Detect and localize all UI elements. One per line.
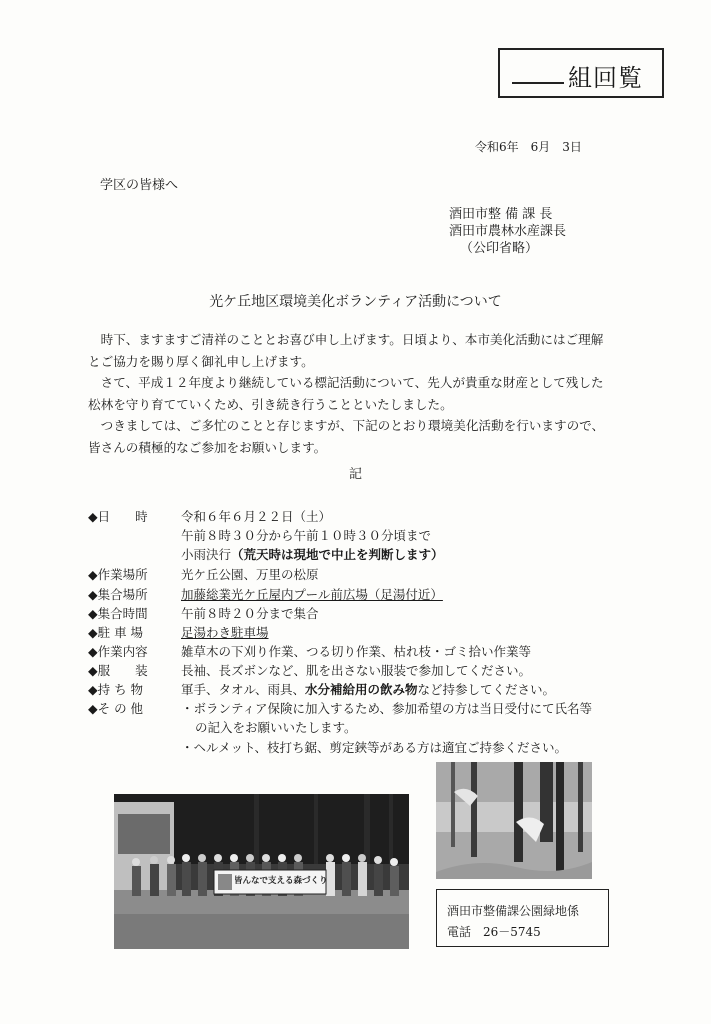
datetime-line-3 <box>181 545 444 563</box>
paragraph-3: つきましては、ご多忙のことと存じますが、下記のとおり環境美化活動を行いますので、皆さんの積極的なご参加をお願いします。 <box>88 418 605 455</box>
pine-forest-photo <box>436 762 592 879</box>
work-site-value: 光ケ丘公園、万里の松原 <box>181 567 319 582</box>
work-content-value: 雑草木の下刈り作業、つる切り作業、枯れ枝・ゴミ拾い作業等 <box>181 644 532 659</box>
contact-box <box>436 889 609 947</box>
belongings-label: ◆持 ち 物 <box>88 682 144 697</box>
clothing-label: ◆服 装 <box>88 663 148 678</box>
contact-dept: 酒田市整備課公園緑地係 <box>447 904 580 918</box>
contact-phone: 電話 26－5745 <box>447 925 541 939</box>
belongings-suffix: など持参してください。 <box>417 682 556 697</box>
datetime-line-2: 午前８時３０分から午前１０時３０分頃まで <box>181 528 432 543</box>
photo-banner-text: 皆んなで支える森づくり <box>234 876 328 886</box>
paragraph-2: さて、平成１２年度より継続している標記活動について、先人が貴重な財産として残した松林を守り育てていくため、引き続き行うことといたしました。 <box>88 375 604 412</box>
clothing-value: 長袖、長ズボンなど、肌を出さない服装で参加してください。 <box>181 663 532 678</box>
group-photo <box>114 794 409 949</box>
circulation-box <box>498 48 664 98</box>
sender-line-2: 酒田市農林水産課長 <box>449 224 567 239</box>
storm-note: （荒天時は現地で中止を判断します） <box>231 547 444 562</box>
work-site-label: ◆作業場所 <box>88 567 148 582</box>
circulation-label: 組回覧 <box>568 64 643 92</box>
belongings-drinks: 水分補給用の飲み物 <box>305 682 418 697</box>
paragraph-1: 時下、ますますご清祥のこととお喜び申し上げます。日頃より、本市美化活動にはご理解とご協力を賜り厚く御礼申し上げます。 <box>88 332 604 369</box>
meeting-place-label: ◆集合場所 <box>88 587 148 602</box>
other-line-2: の記入をお願いいたします。 <box>195 720 357 735</box>
addressee: 学区の皆様へ <box>100 178 179 193</box>
meeting-time-label: ◆集合時間 <box>88 606 148 621</box>
other-line-1: ・ボランティア保険に加入するため、参加希望の方は当日受付にて氏名等 <box>181 701 593 716</box>
record-heading: 記 <box>348 467 362 482</box>
document-title: 光ケ丘地区環境美化ボランティア活動について <box>209 294 502 310</box>
sender-line-3: （公印省略） <box>460 241 539 256</box>
other-line-3: ・ヘルメット、枝打ち鋸、剪定鋏等がある方は適宜ご持参ください。 <box>181 740 568 755</box>
meeting-time-value: 午前８時２０分まで集合 <box>181 606 319 621</box>
parking-label: ◆駐 車 場 <box>88 625 144 640</box>
rain-note: 小雨決行 <box>181 547 232 562</box>
belongings-prefix: 軍手、タオル、雨具、 <box>181 682 306 697</box>
belongings-value <box>181 680 555 698</box>
circulation-blank-line <box>512 82 564 84</box>
datetime-line-1: 令和６年６月２２日（土） <box>181 509 332 524</box>
parking-value: 足湯わき駐車場 <box>181 625 269 640</box>
sender-line-1: 酒田市整 備 課 長 <box>449 207 553 222</box>
datetime-label: ◆日 時 <box>88 509 148 524</box>
issue-date: 令和6年 6月 3日 <box>475 140 582 154</box>
work-content-label: ◆作業内容 <box>88 644 148 659</box>
other-label: ◆そ の 他 <box>88 701 144 716</box>
meeting-place-value: 加藤総業光ケ丘屋内プール前広場（足湯付近） <box>181 587 443 602</box>
